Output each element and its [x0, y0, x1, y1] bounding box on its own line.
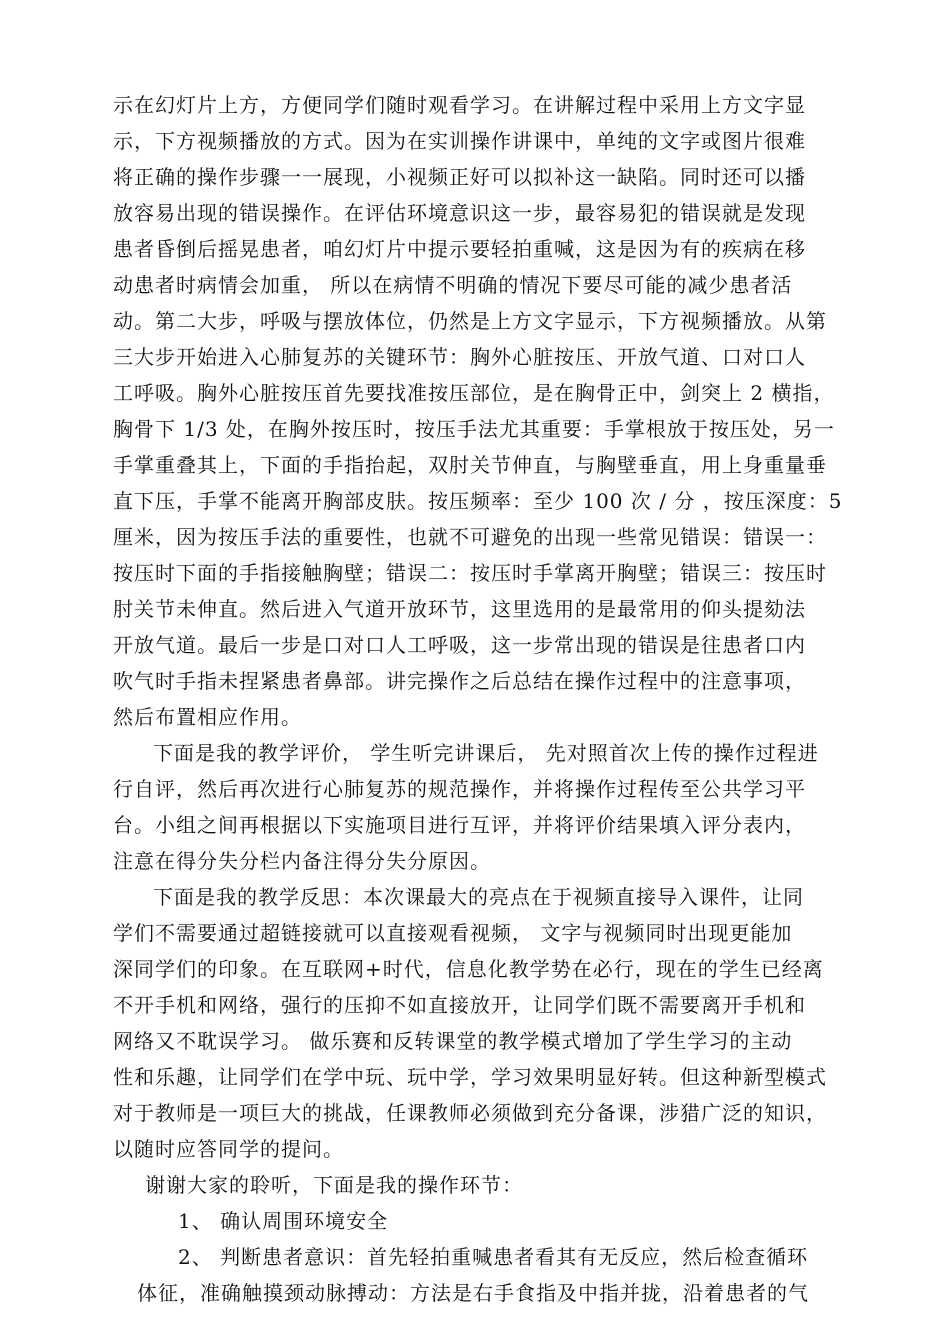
text-line: 示在幻灯片上方，方便同学们随时观看学习。在讲解过程中采用上方文字显 [113, 93, 806, 117]
text-line: 将正确的操作步骤一一展现，小视频正好可以拟补这一缺陷。同时还可以播 [113, 165, 806, 189]
text-line: 患者昏倒后摇晃患者，咱幻灯片中提示要轻拍重喊，这是因为有的疾病在移 [113, 237, 806, 261]
list-item: 2、 判断患者意识：首先轻拍重喊患者看其有无反应，然后检查循环 [178, 1245, 809, 1269]
text-line: 厘米，因为按压手法的重要性，也就不可避免的出现一些常见错误：错误一： [113, 525, 827, 549]
text-line: 开放气道。最后一步是口对口人工呼吸，这一步常出现的错误是往患者口内 [113, 633, 806, 657]
text-line: 直下压，手掌不能离开胸部皮肤。按压频率：至少 100 次 / 分 ，按压深度：5 [113, 489, 843, 513]
text-line: 吹气时手指未捏紧患者鼻部。讲完操作之后总结在操作过程中的注意事项， [113, 669, 806, 693]
text-line: 放容易出现的错误操作。在评估环境意识这一步，最容易犯的错误就是发现 [113, 201, 806, 225]
text-line: 动患者时病情会加重， 所以在病情不明确的情况下要尽可能的减少患者活 [113, 273, 793, 297]
text-line: 以随时应答同学的提问。 [113, 1137, 344, 1161]
text-line: 手掌重叠其上，下面的手指抬起，双肘关节伸直，与胸壁垂直，用上身重量垂 [113, 453, 827, 477]
text-line: 对于教师是一项巨大的挑战，任课教师必须做到充分备课，涉猎广泛的知识， [113, 1101, 827, 1125]
text-line: 工呼吸。胸外心脏按压首先要找准按压部位，是在胸骨正中，剑突上 2 横指， [113, 381, 835, 405]
text-line: 体征，准确触摸颈动脉搏动：方法是右手食指及中指并拢，沿着患者的气 [137, 1281, 809, 1305]
text-line: 深同学们的印象。在互联网+时代，信息化教学势在必行，现在的学生已经离 [113, 957, 824, 981]
text-line: 台。小组之间再根据以下实施项目进行互评，并将评价结果填入评分表内， [113, 813, 806, 837]
text-line: 三大步开始进入心肺复苏的关键环节：胸外心脏按压、开放气道、口对口人 [113, 345, 806, 369]
text-line: 谢谢大家的聆听，下面是我的操作环节： [145, 1173, 523, 1197]
text-line: 肘关节未伸直。然后进入气道开放环节，这里选用的是最常用的仰头提劾法 [113, 597, 806, 621]
text-line: 注意在得分失分栏内备注得分失分原因。 [113, 849, 491, 873]
text-line: 下面是我的教学评价， 学生听完讲课后， 先对照首次上传的操作过程进 [153, 741, 819, 765]
text-line: 按压时下面的手指接触胸壁；错误二：按压时手掌离开胸壁；错误三：按压时 [113, 561, 827, 585]
text-line: 学们不需要通过超链接就可以直接观看视频， 文字与视频同时出现更能加 [113, 921, 793, 945]
text-line: 性和乐趣，让同学们在学中玩、玩中学，学习效果明显好转。但这种新型模式 [113, 1065, 827, 1089]
text-line: 胸骨下 1/3 处，在胸外按压时，按压手法尤其重要：手掌根放于按压处，另一 [113, 417, 835, 441]
text-line: 示，下方视频播放的方式。因为在实训操作讲课中，单纯的文字或图片很难 [113, 129, 806, 153]
text-line: 不开手机和网络，强行的压抑不如直接放开，让同学们既不需要离开手机和 [113, 993, 806, 1017]
list-item: 1、 确认周围环境安全 [178, 1209, 389, 1233]
text-line: 动。第二大步，呼吸与摆放体位，仍然是上方文字显示，下方视频播放。从第 [113, 309, 827, 333]
text-line: 网络又不耽误学习。 做乐赛和反转课堂的教学模式增加了学生学习的主动 [113, 1029, 793, 1053]
text-line: 然后布置相应作用。 [113, 705, 302, 729]
text-line: 下面是我的教学反思：本次课最大的亮点在于视频直接导入课件，让同 [153, 885, 804, 909]
text-line: 行自评，然后再次进行心肺复苏的规范操作，并将操作过程传至公共学习平 [113, 777, 806, 801]
